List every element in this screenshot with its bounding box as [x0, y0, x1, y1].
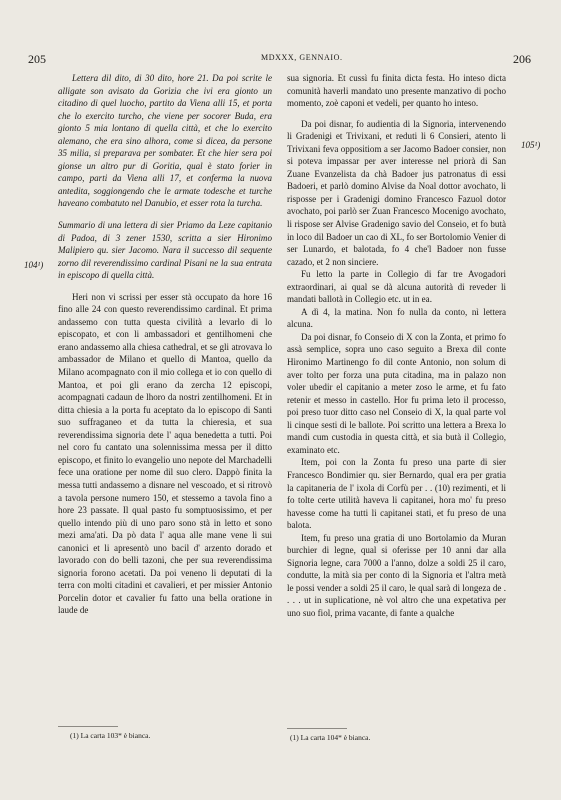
left-column [58, 72, 272, 617]
body-paragraph: Da poi disnar, fo Conseio di X con la Zonta, et primo fo assà semplice, sopra uno caso seguito a Brexa dil conte Hironimo Martinengo fo dil conte Antonio, non solum di aver tolto per forza una puta citadina, ma in palazo non voler ubedir el capitanio a meter zoso le arme, et fu fato retenir et messo in castello. Hor fu prima leto il processo, poi preso tuor ditto caso nel Conseio di X, la qual parte vol li cinque sesti di le ballote. Poi scritto una lettera a Brexa lo mandi cum custodia in questa città, et sia butà il Collegio, examinato etc. [287, 331, 506, 455]
body-paragraph: Fu letto la parte in Collegio di far tre Avogadori extraordinari, ai qual se dà alcuna autorità di reveder li mandati ballotà in Collegio etc. ut in ea. [287, 269, 506, 305]
margin-note-left: 104¹) [24, 260, 44, 270]
body-paragraph: A dì 4, la matina. Non fo nulla da conto, nì lettera alcuna. [287, 306, 506, 330]
footnote-left: (1) La carta 103* è bianca. [70, 731, 151, 740]
body-paragraph: Item, poi con la Zonta fu preso una parte di sier Francesco Bondimier qu. sier Bernardo, qual era per gratia la capitaneria de l' ixola di Corfù per . . (10) rezimenti, et li fo tolte certe utilità haveva li capitanei, hora mo' fu preso havesse come ha tutti li capitanei stati, et fu preso de una balota. [287, 457, 506, 531]
body-paragraph: Item, fu preso una gratia di uno Bortolamio da Muran burchier di legne, qual si oferisse per 10 anni dar alla Signoria legne, cara 7000 a l'anno, dolze a soldi 25 il caro, condutte, la mità sia per conto di la Signoria et l'altra metà le possi vender a soldi 25 il caro, le qual sarà di longeza de . . . . ut in suplicatione, nè vol altro che una expetativa per uno suo fiol, prima vacante, di fante a qualche [287, 532, 506, 618]
summary-heading: Summario di una lettera di sier Priamo da Leze capitanio di Padoa, di 3 zener 1530, scritta a sier Hironimo Malipiero qu. sier Jacomo. Nara il successo dil sequente zorno dil reverendissimo cardinal Pisani ne la sua entrata in episcopo di quella città. [58, 220, 272, 281]
footnote-rule-right [287, 728, 347, 729]
body-paragraph: sua signoria. Et cussì fu finita dicta festa. Ho inteso dicta comunità haverli mandato uno presente manzativo di pocho momento, zoè caponi et vedeli, per quanto ho inteso. [287, 73, 506, 109]
footnote-rule-left [58, 726, 118, 727]
body-paragraph: Da poi disnar, fo audientia di la Signoria, intervenendo li Gradenigi et Trivixani, et reduti li 6 Consieri, atento li Trivixani feva oppositiom a ser Jacomo Badoer consier, non si poteva impassar per aver interesse nel priorà di San Zuane Evanzelista da chà Badoer jus patronatus di essi Badoeri, et parlò domino Alvise da Noal dottor avochato, li risposse per i Gradenigi domino Francesco Fazuol dotor avochato, poi parlò ser Zuan Francesco Mocenigo avochato, li rispose ser Alvise Gradenigo savio del Conseio, et fo butà in loco dil Badoer un cao di XL, fo ser Bortolomio Venier di ser Lunardo, et balotada, fo 4 che'l Badoer non fusse cazado, et 2 non sinciere. [287, 118, 506, 267]
margin-note-right: 105¹) [521, 140, 541, 150]
body-paragraph: Heri non vi scrissi per esser stà occupato da hore 16 fino alle 24 con questo reverendissimo cardinal. Et prima andassemo con tutta questa civilità a levarlo di lo episcopato, et con li ambassadori et gentilhomeni che erano andassemo alla chiesa cathedral, et se gli atrovava lo ambassador de Milano et quello di Mantoa, quello da Milano acompagnato con il mio collega et io con quello di Mantoa, et poi gli erano da zercha 12 episcopi, acompagnati cadaun de lhoro da nostri zentilhomeni. Et in ditta chiesia a la porta fu aceptato da lo episcopo di Santi suo suffraganeo et da tutta la chieresia, et sua reverendissima signoria dete l' aqua benedetta a tutti. Poi nel coro fu cantato una solennissima messa per il ditto episcopo, et finito lo evangelio uno nepote del Marchadelli fece una oratione per nome dil suo clero. Dappò finita la messa tutti andassemo a disnare nel vescoado, et si ritrovò a tavola persone numero 150, et stessemo a tavola fino a hore 23 passate. Il qual pasto fu somptuosissimo, et per quello intendo più di uno paro sono stà in letto et sono mezi ama'ati. Da pò data l' aqua alle mane vene li sui canonici et li apresentò uno bacil d' arzento dorado et lavorado con do belli tazoni, che per sua reverendissima signoria forono acetati. Da poi veneno li deputati di la terra con molti citadini et cavalieri, et per missier Antonio Porcelin dotor et cavalier fu fatto una bella oratione in laude de [58, 291, 272, 616]
page-number-right: 206 [513, 52, 531, 66]
page-number-left: 205 [28, 52, 46, 66]
footnote-right: (1) La carta 104* è bianca. [290, 733, 371, 742]
right-column [287, 72, 506, 620]
page-header [28, 52, 531, 66]
running-title: MDXXX, GENNAIO. [261, 53, 343, 62]
letter-paragraph: Lettera dil dito, di 30 dito, hore 21. Da poi scrite le alligate son avisato da Gorizia che ivi era gionto un citadino di quel luocho, partito da Viena alli 15, et porta che lo exercito turcho, che viene per socorer Buda, era gionto 5 mia lontano di quella città, et che lo exercito alemano, che era sino alhora, come si dicea, da persone 35 milia, si preparava per sombater. Et che hier sera poi gionse un altro pur di Goritia, qual è stato forier in campo, parti da Viena alli 17, et conferma la nuova antedita, soggiongendo che le armate todesche et turche haveano combatuto nel Danubio, et esser rota la turcha. [58, 73, 272, 209]
